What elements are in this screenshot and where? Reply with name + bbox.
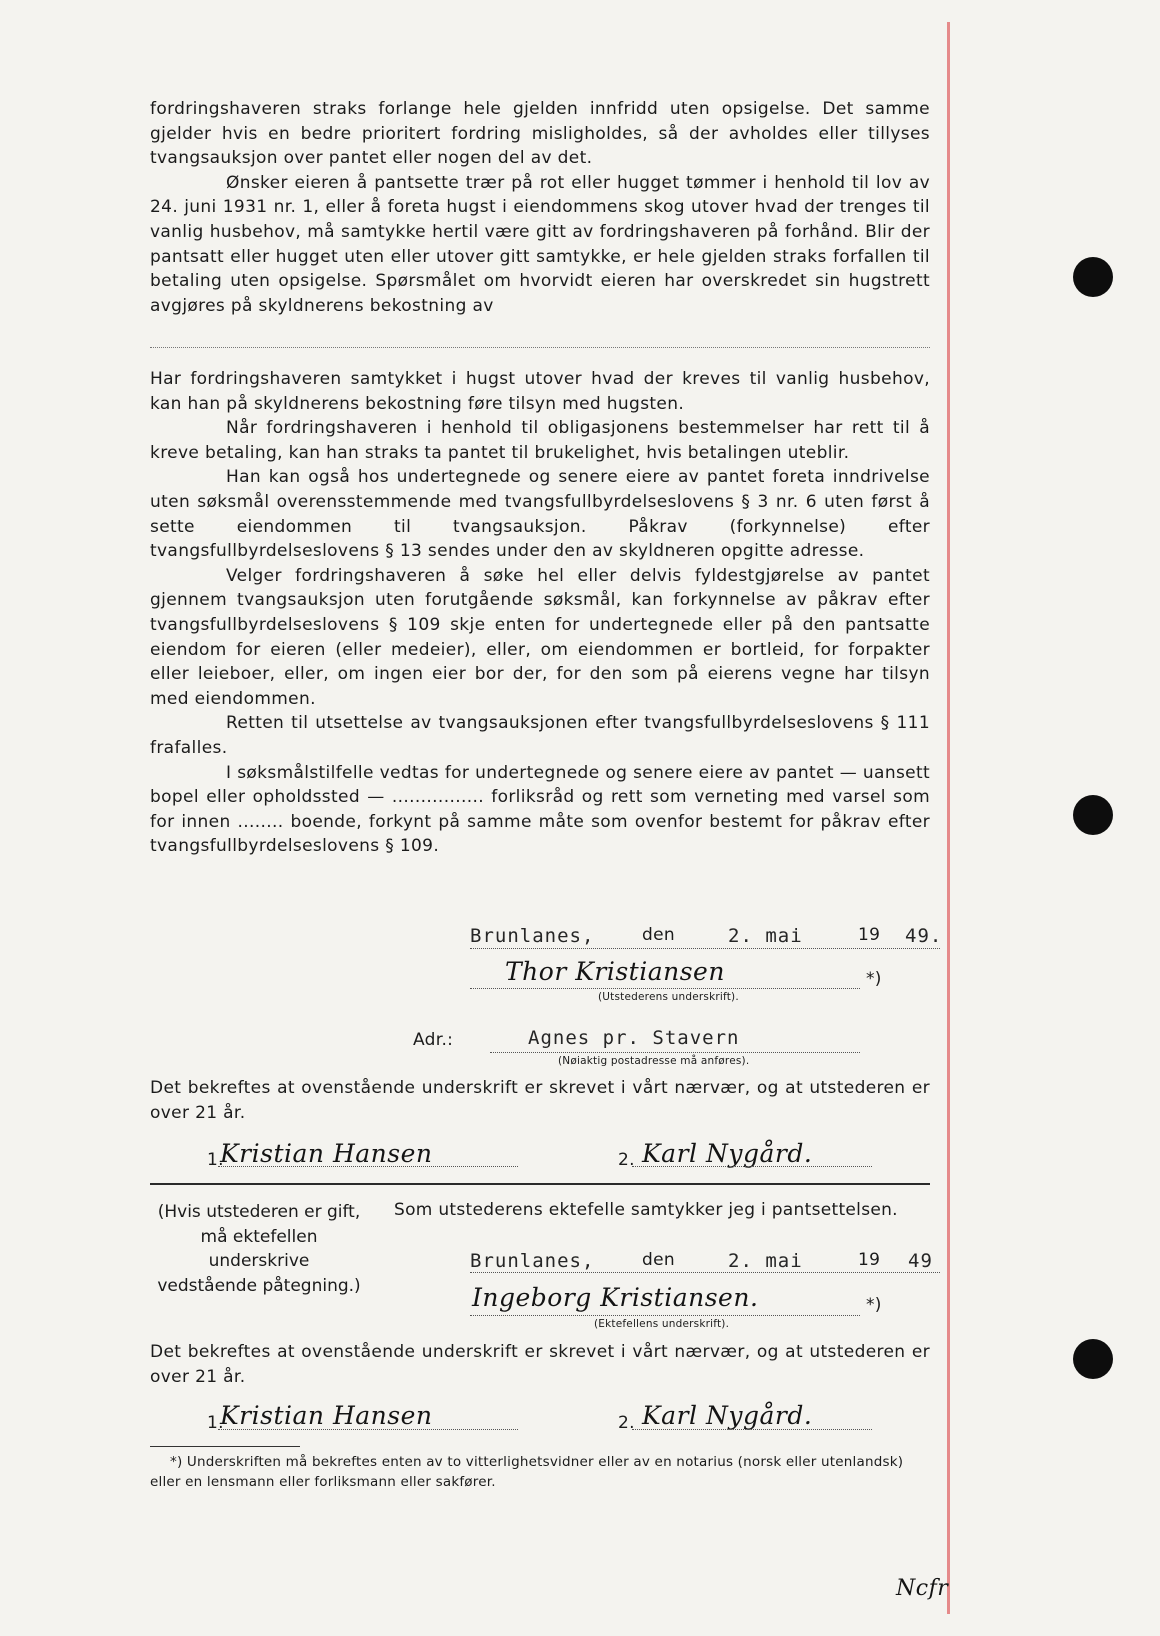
witness-number: 2. — [618, 1413, 635, 1433]
witness-signature: Karl Nygård. — [642, 1139, 813, 1168]
witness-underline — [632, 1429, 872, 1430]
spouse-note-line: vedstående påtegning.) — [157, 1275, 361, 1296]
spouse-note — [148, 1200, 370, 1298]
punch-hole — [1073, 795, 1113, 835]
paragraph: Retten til utsettelse av tvangsauksjonen efter tvangsfullbyrdelseslovens § 111 frafalles. — [150, 713, 930, 758]
witness-underline — [632, 1166, 872, 1167]
footnote-text: *) Underskriften må bekreftes enten av to vitterlighetsvidner eller av en notarius (norsk eller utenlandsk) eller en lensmann eller forliksmann eller sakfører. — [150, 1454, 904, 1490]
paragraph: Velger fordringshaveren å søke hel eller delvis fyldestgjørelse av pantet gjennem tvangsauksjon uten forutgående søksmål, kan forkynnelse av påkrav efter tvangsfullbyrdelseslovens § 109 skje enten for undertegnede eller på den pantsatte eiendom for eieren (eller medeier), eller, om eiendommen er bortleid, for forpakter eller leieboer, eller, om ingen eier bor der, for den som på eierens vegne har tilsyn med eiendommen. — [150, 565, 930, 709]
signature-caption: (Ektefellens underskrift). — [594, 1318, 730, 1330]
witness-number: 1. — [207, 1150, 224, 1170]
spouse-note-line: (Hvis utstederen er gift, — [157, 1202, 361, 1222]
spouse-place: Brunlanes, — [470, 1250, 595, 1272]
issuer-address: Agnes pr. Stavern — [528, 1027, 740, 1049]
spouse-date: 2. mai — [728, 1250, 803, 1272]
footnote-rule — [150, 1446, 300, 1447]
address-caption: (Nøiaktig postadresse må anføres). — [558, 1055, 750, 1067]
paragraph: Når fordringshaveren i henhold til obligasjonens bestemmelser har rett til å kreve betaling, kan han straks ta pantet til brukelighet, hvis betalingen uteblir. — [150, 418, 930, 463]
witness-number: 2. — [618, 1150, 635, 1170]
witness-statement: Det bekreftes at ovenstående underskrift er skrevet i vårt nærvær, og at utstederen er over 21 år. — [150, 1342, 930, 1387]
address-underline — [490, 1052, 860, 1053]
footnote-mark: *) — [866, 1295, 882, 1315]
den-label: den — [642, 1250, 675, 1270]
footnote — [150, 1452, 930, 1492]
issuer-date: 2. mai — [728, 925, 803, 947]
top-text-block — [150, 97, 930, 318]
spouse-note-line: må ektefellen underskrive — [200, 1226, 318, 1272]
punch-hole — [1073, 1339, 1113, 1379]
year-prefix: 19 — [858, 1250, 881, 1270]
issuer-place: Brunlanes, — [470, 925, 595, 947]
paragraph: fordringshaveren straks forlange hele gjelden innfridd uten opsigelse. Det samme gjelder hvis en bedre prioritert fordring misligholdes, så der avholdes eller tillyses tvangsauksjon over pantet eller nogen del av det. — [150, 99, 930, 169]
witness-signature: Kristian Hansen — [220, 1139, 433, 1168]
witness-statement: Det bekreftes at ovenstående underskrift er skrevet i vårt nærvær, og at utstederen er over 21 år. — [150, 1078, 930, 1123]
signature-underline — [470, 1315, 860, 1316]
spouse-consent: Som utstederens ektefelle samtykker jeg i pantsettelsen. — [394, 1200, 898, 1220]
witness-signature: Kristian Hansen — [220, 1401, 433, 1430]
witness-underline — [218, 1166, 518, 1167]
date-underline — [470, 948, 940, 949]
year-prefix: 19 — [858, 925, 881, 945]
spouse-signature: Ingeborg Kristiansen. — [472, 1283, 759, 1312]
paragraph: Har fordringshaveren samtykket i hugst utover hvad der kreves til vanlig husbehov, kan han på skyldnerens bekostning føre tilsyn med hugsten. — [150, 369, 930, 414]
margin-initials: Ncfr — [896, 1576, 949, 1601]
issuer-signature: Thor Kristiansen — [505, 957, 725, 986]
paragraph: Ønsker eieren å pantsette trær på rot eller hugget tømmer i henhold til lov av 24. juni 1931 nr. 1, eller å foreta hugst i eiendommens skog utover hvad der trenges til vanlig husbehov, må samtykke hertil være gitt av fordringshaveren på forhånd. Blir der pantsatt eller hugget uten eller utover gitt samtykke, er hele gjelden straks forfallen til betaling uten opsigelse. Spørsmålet om hvorvidt eieren har overskredet sin hugstrett avgjøres på skyldnerens bekostning av — [150, 172, 930, 316]
witness-underline — [218, 1429, 518, 1430]
signature-underline — [470, 988, 860, 989]
paragraph: I søksmålstilfelle vedtas for undertegnede og senere eiere av pantet — uansett bopel eller opholdssted — ................ forliksråd og rett som verneting med varsel som for innen ........ boende, forkynt på samme måte som ovenfor bestemt for påkrav efter tvangsfullbyrdelseslovens § 109. — [150, 762, 930, 857]
dotted-fill-line — [150, 347, 930, 348]
paragraph: Han kan også hos undertegnede og senere eiere av pantet foreta inndrivelse uten søksmål overensstemmende med tvangsfullbyrdelseslovens § 3 nr. 6 uten først å sette eiendommen til tvangsauksjon. Påkrav (forkynnelse) efter tvangsfullbyrdelseslovens § 13 sendes under den av skyldneren opgitte adresse. — [150, 467, 930, 562]
punch-hole — [1073, 257, 1113, 297]
spouse-year: 49 — [908, 1250, 933, 1272]
address-label: Adr.: — [413, 1030, 454, 1050]
issuer-year: 49. — [905, 925, 943, 947]
signature-caption: (Utstederens underskrift). — [598, 991, 739, 1003]
date-underline — [470, 1272, 940, 1273]
witness-signature: Karl Nygård. — [642, 1401, 813, 1430]
main-text-block — [150, 367, 930, 859]
den-label: den — [642, 925, 675, 945]
witness-number: 1. — [207, 1413, 224, 1433]
section-divider — [150, 1183, 930, 1185]
footnote-mark: *) — [866, 969, 882, 989]
red-margin-line — [947, 22, 950, 1614]
